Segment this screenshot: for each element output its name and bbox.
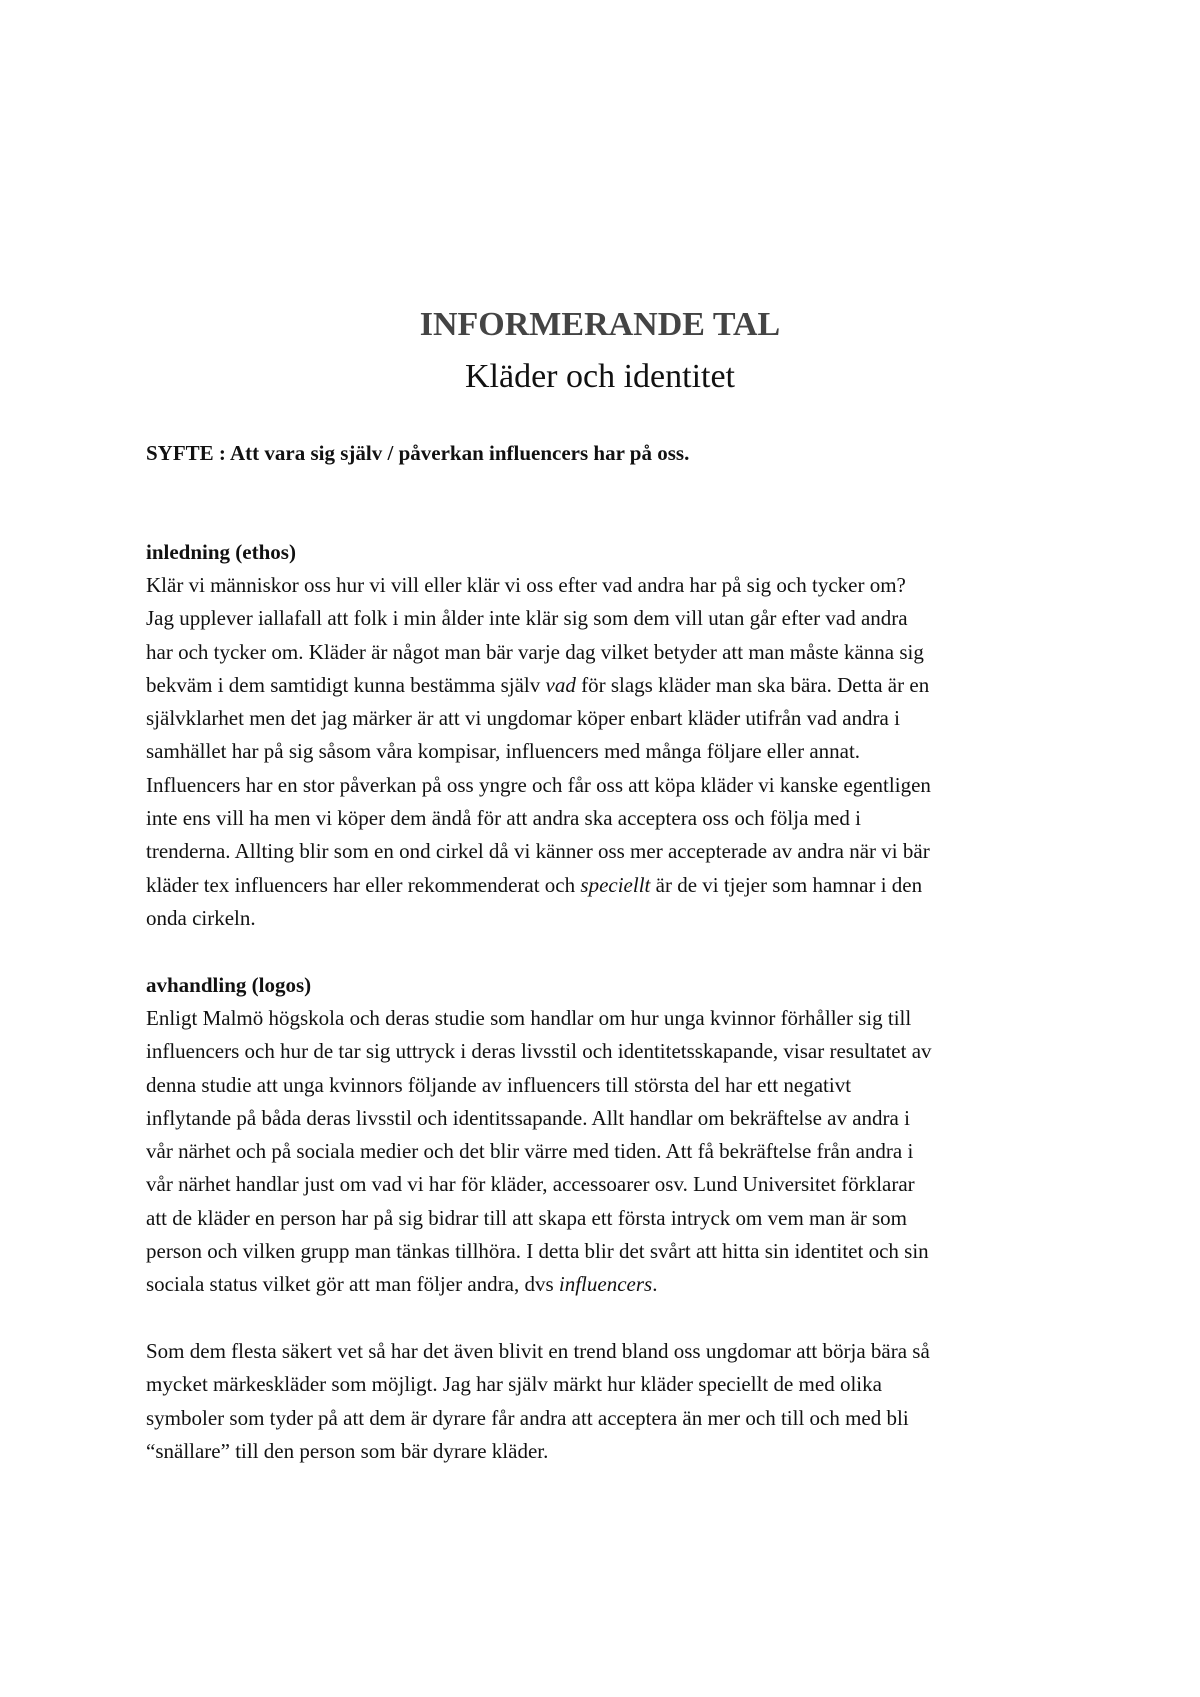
text-line: Influencers har en stor påverkan på oss yngre och får oss att köpa kläder vi kanske egentligen [146, 772, 931, 797]
text-line: inflytande på båda deras livsstil och identitssapande. Allt handlar om bekräftelse av andra i [146, 1105, 910, 1130]
text-line: inte ens vill ha men vi köper dem ändå för att andra ska acceptera oss och följa med i [146, 806, 861, 831]
body-heading: avhandling (logos) [146, 973, 312, 997]
text-line: vår närhet och på sociala medier och det blir värre med tiden. Att få bekräftelse från andra i [146, 1139, 914, 1164]
text-line: att de kläder en person har på sig bidrar till att skapa ett första intryck om vem man är som [146, 1205, 908, 1230]
intro-section [146, 536, 1071, 935]
text-line: självklarhet men det jag märker är att vi ungdomar köper enbart kläder utifrån vad andra i [146, 706, 900, 731]
text-line: trenderna. Allting blir som en ond cirkel då vi känner oss mer accepterade av andra när vi bär [146, 839, 930, 864]
text-line: Enligt Malmö högskola och deras studie som handlar om hur unga kvinnor förhåller sig till [146, 1006, 912, 1030]
text-line: person och vilken grupp man tänkas tillhöra. I detta blir det svårt att hitta sin identitet och sin [146, 1239, 929, 1264]
text-line: sociala status vilket gör att man följer andra, dvs influencers. [146, 1272, 658, 1297]
emphasized-word: influencers [558, 1272, 653, 1297]
text-line: vår närhet handlar just om vad vi har för kläder, accessoarer osv. Lund Universitet förklarar [146, 1172, 915, 1197]
document-title: INFORMERANDE TAL [419, 306, 781, 343]
text-line: har och tycker om. Kläder är något man bär varje dag vilket betyder att man måste känna sig [146, 639, 924, 664]
extra-section [146, 1335, 1071, 1468]
text-line: kläder tex influencers har eller rekommenderat och speciellt är de vi tjejer som hamnar i den [146, 872, 923, 897]
text-line: denna studie att unga kvinnors följande av influencers till största del har ett negativt [146, 1072, 852, 1097]
text-line: Jag upplever iallafall att folk i min ålder inte klär sig som dem vill utan går efter vad andra [146, 606, 908, 631]
text-line: influencers och hur de tar sig uttryck i deras livsstil och identitetsskapande, visar resultatet av [146, 1039, 932, 1064]
extra-paragraph [146, 1335, 1071, 1468]
body-section [146, 969, 1071, 1302]
text-line: mycket märkeskläder som möjligt. Jag har själv märkt hur kläder speciellt de med olika [146, 1372, 882, 1397]
text-line: Som dem flesta säkert vet så har det även blivit en trend bland oss ungdomar att börja bära så [146, 1339, 930, 1363]
text-line: symboler som tyder på att dem är dyrare får andra att acceptera än mer och till och med bli [146, 1405, 909, 1430]
text-line: Klär vi människor oss hur vi vill eller klär vi oss efter vad andra har på sig och tycker om? [146, 573, 906, 597]
purpose-statement: SYFTE : Att vara sig själv / påverkan influencers har på oss. [146, 441, 690, 465]
intro-heading: inledning (ethos) [146, 540, 296, 564]
document-subtitle: Kläder och identitet [464, 358, 735, 395]
emphasized-word: speciellt [580, 872, 651, 897]
text-line: onda cirkeln. [146, 905, 256, 930]
emphasized-word: vad [545, 672, 576, 697]
text-line: “snällare” till den person som bär dyrare kläder. [146, 1438, 549, 1463]
intro-paragraph [146, 569, 1071, 935]
body-paragraph [146, 1002, 1071, 1302]
text-line: samhället har på sig såsom våra kompisar, influencers med många följare eller annat. [146, 739, 861, 764]
text-line: bekväm i dem samtidigt kunna bestämma själv vad för slags kläder man ska bära. Detta är en [146, 672, 930, 697]
